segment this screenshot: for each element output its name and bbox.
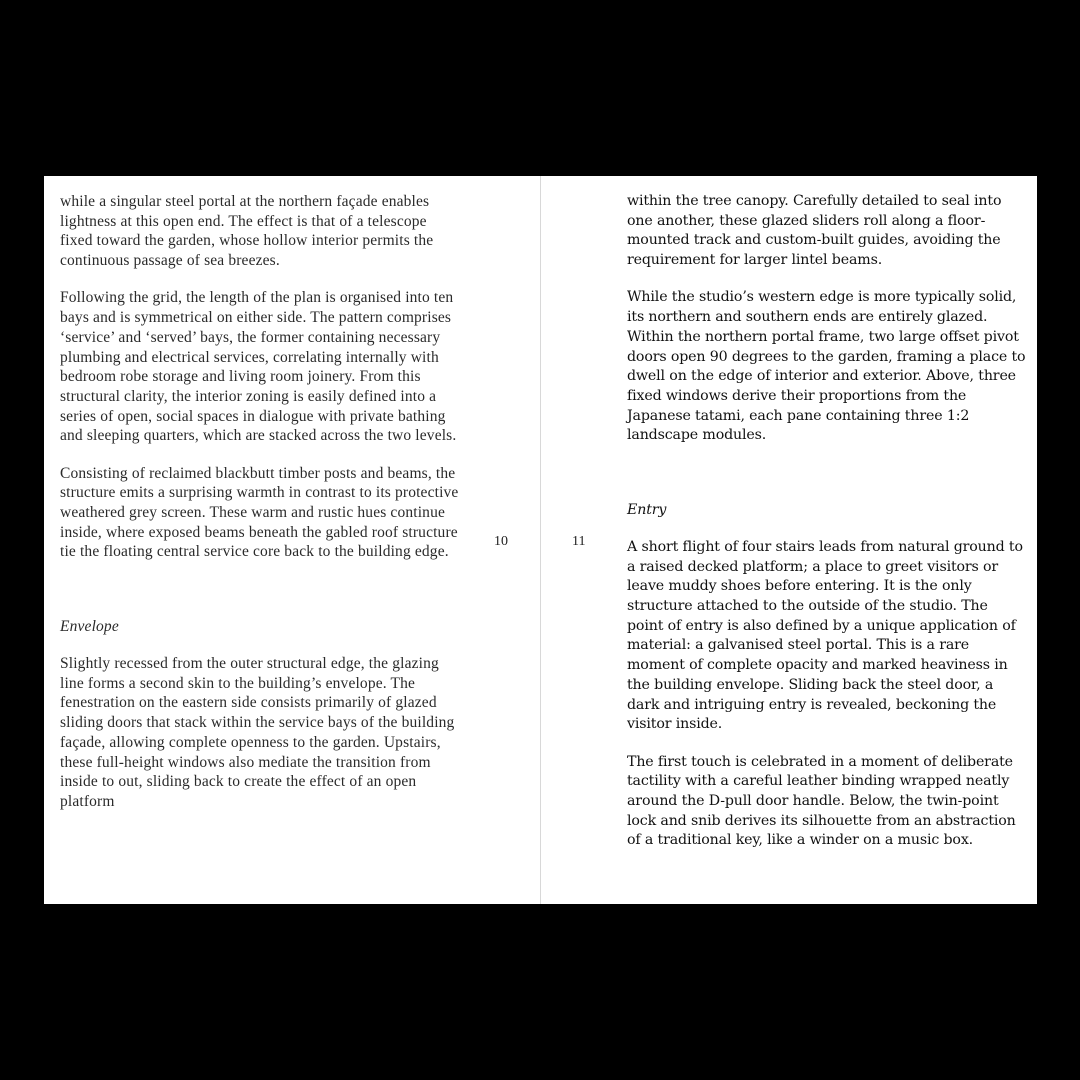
section-heading-entry: Entry [627, 501, 667, 518]
section-spacer [60, 580, 460, 617]
left-paragraph-4: Slightly recessed from the outer structural edge, the glazing line forms a second skin to the building’s envelope. The fenestration on the eastern side consists primarily of glazed sliding doors that stack within the service bays of the building façade, allowing complete openness to the garden. Upstairs, these full-height windows also mediate the transition from inside to out, sliding back to create the effect of an open platform [60, 655, 455, 810]
book-spread [44, 176, 1037, 904]
right-paragraph-4: The first touch is celebrated in a moment of deliberate tactility with a careful leather binding wrapped neatly around the D-pull door handle. Below, the twin-point lock and snib derives its silhouette from an abstraction of a traditional key, like a winder on a music box. [627, 753, 1016, 849]
right-paragraph-1: within the tree canopy. Carefully detailed to seal into one another, these glazed sliders roll along a floor-mounted track and custom-built guides, avoiding the requirement for larger lintel beams. [627, 193, 1002, 269]
right-text-column [627, 192, 1027, 869]
right-page [541, 176, 1037, 904]
left-paragraph-2: Following the grid, the length of the plan is organised into ten bays and is symmetrical on either side. The pattern comprises ‘service’ and ‘served’ bays, the former containing necessary plumbing and electrical services, correlating internally with bedroom robe storage and living room joinery. From this structural clarity, the interior zoning is easily defined into a series of open, social spaces in dialogue with private bathing and sleeping quarters, which are stacked across the two levels. [60, 289, 457, 445]
page-number-left: 10 [494, 534, 508, 549]
page-number-right: 11 [572, 534, 586, 549]
right-paragraph-3: A short flight of four stairs leads from natural ground to a raised decked platform; a place to greet visitors or leave muddy shoes before entering. It is the only structure attached to the outside of the studio. The point of entry is also defined by a unique application of material: a galvanised steel portal. This is a rare moment of complete opacity and marked heaviness in the building envelope. Sliding back the steel door, a dark and intriguing entry is revealed, beckoning the visitor inside. [627, 538, 1023, 733]
left-page [44, 176, 540, 904]
right-paragraph-2: While the studio’s western edge is more typically solid, its northern and southern ends are entirely glazed. Within the northern portal frame, two large offset pivot doors open 90 degrees to the garden, framing a place to dwell on the edge of interior and exterior. Above, three fixed windows derive their proportions from the Japanese tatami, each pane containing three 1:2 landscape modules. [627, 289, 1026, 444]
left-text-column [60, 192, 460, 829]
section-heading-envelope: Envelope [60, 617, 119, 635]
left-paragraph-1: while a singular steel portal at the northern façade enables lightness at this open end. The effect is that of a telescope fixed toward the garden, whose hollow interior permits the continuous passage of sea breezes. [60, 193, 434, 270]
left-paragraph-3: Consisting of reclaimed blackbutt timber posts and beams, the structure emits a surprising warmth in contrast to its protective weathered grey screen. These warm and rustic hues continue inside, where exposed beams beneath the gabled roof structure tie the floating central service core back to the building edge. [60, 464, 459, 561]
section-spacer [627, 464, 1027, 501]
